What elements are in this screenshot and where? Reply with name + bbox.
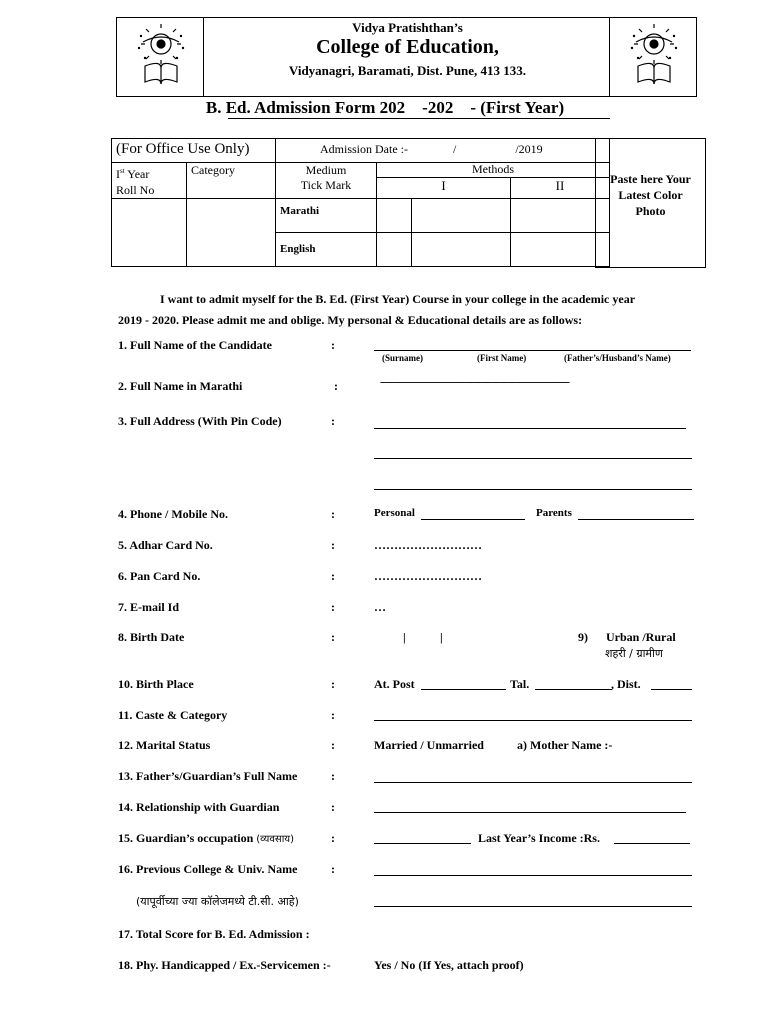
address-line-2[interactable] [374, 458, 692, 459]
father-name-line[interactable] [374, 782, 692, 783]
medium-marathi: Marathi [276, 199, 377, 233]
full-name-line[interactable] [374, 350, 691, 351]
intro-line-2: 2019 - 2020. Please admit me and oblige. My personal & Educational details are as follows: [118, 313, 583, 327]
field-5-colon: : [331, 538, 335, 552]
tal-line[interactable] [535, 689, 612, 690]
field-11-colon: : [331, 708, 335, 722]
adhar-dots[interactable]: ……………………… [374, 538, 482, 552]
marital-status-options[interactable]: Married / Unmarried [374, 738, 484, 752]
father-name-hint: (Father’s/Husband’s Name) [564, 353, 671, 363]
office-use-label: (For Office Use Only) [112, 139, 276, 163]
english-tick-box[interactable] [377, 233, 412, 267]
mother-name-label: a) Mother Name :- [517, 738, 613, 752]
field-12-label: 12. Marital Status [118, 738, 211, 752]
field-7-colon: : [331, 600, 335, 614]
admission-date-year: /2019 [515, 142, 543, 156]
dist-label: , Dist. [611, 677, 641, 691]
caste-line[interactable] [374, 720, 692, 721]
methods-header: Methods [377, 163, 610, 178]
address-line-3[interactable] [374, 489, 692, 490]
previous-college-marathi: (यापूर्वीच्या ज्या कॉलेजमध्ये टी.सी. आहे) [136, 895, 299, 908]
marathi-method-1[interactable] [412, 199, 511, 233]
field-17-label: 17. Total Score for B. Ed. Admission : [118, 927, 310, 941]
form-title: B. Ed. Admission Form 202 -202 - (First Year) [205, 98, 565, 117]
method-1-header: I [377, 178, 511, 199]
field-3-colon: : [331, 414, 335, 428]
year-label-rest: Year [124, 167, 150, 181]
field-4-label: 4. Phone / Mobile No. [118, 507, 228, 521]
first-name-hint: (First Name) [477, 353, 527, 363]
photo-line-1: Paste here Your [610, 172, 691, 186]
category-cell[interactable] [187, 163, 276, 199]
field-8-colon: : [331, 630, 335, 644]
email-dots[interactable]: … [374, 600, 386, 614]
year-roll-cell[interactable] [112, 163, 187, 199]
tal-label: Tal. [510, 677, 530, 691]
field-16-colon: : [331, 862, 335, 876]
field-10-colon: : [331, 677, 335, 691]
medium-label: Medium [305, 163, 347, 177]
previous-college-line-1[interactable] [374, 875, 692, 876]
admission-date-cell[interactable] [276, 139, 610, 163]
medium-cell [276, 163, 377, 199]
form-title-underline [228, 118, 610, 119]
field-1-colon: : [331, 338, 335, 352]
category-label: Category [191, 163, 235, 177]
occupation-marathi: (व्यवसाय) [256, 834, 294, 845]
at-post-label: At. Post [374, 677, 415, 691]
college-logo-right [628, 22, 680, 90]
field-1-label: 1. Full Name of the Candidate [118, 338, 272, 352]
income-label: Last Year’s Income :Rs. [478, 831, 600, 845]
birth-date-sep-2: | [440, 630, 443, 644]
birth-date-sep-1: | [403, 630, 406, 644]
field-4-colon: : [331, 507, 335, 521]
urban-rural-label[interactable]: Urban /Rural [606, 630, 676, 644]
parents-phone-line[interactable] [578, 519, 694, 520]
pan-dots[interactable]: ……………………… [374, 569, 482, 583]
personal-phone-label: Personal [374, 507, 415, 519]
field-11-label: 11. Caste & Category [118, 708, 228, 722]
field-3-label: 3. Full Address (With Pin Code) [118, 414, 282, 428]
marathi-tick-box[interactable] [377, 199, 412, 233]
medium-english: English [276, 233, 377, 267]
field-8-label: 8. Birth Date [118, 630, 185, 644]
field-10-label: 10. Birth Place [118, 677, 194, 691]
photo-box[interactable] [595, 138, 706, 268]
roll-no-value[interactable] [112, 199, 187, 267]
intro-paragraph [118, 289, 698, 331]
roll-no-label: Roll No [116, 183, 155, 197]
relationship-line[interactable] [374, 812, 686, 813]
field-2-label: 2. Full Name in Marathi [118, 379, 243, 393]
field-14-colon: : [331, 800, 335, 814]
photo-line-3: Photo [635, 204, 666, 218]
admission-date-slash: / [453, 142, 457, 156]
field-15-colon: : [331, 831, 335, 845]
office-use-table [111, 138, 610, 267]
college-address: Vidyanagri, Baramati, Dist. Pune, 413 133. [288, 63, 527, 78]
college-subtitle: Vidya Pratishthan’s [352, 20, 463, 35]
income-line[interactable] [614, 843, 690, 844]
handicapped-options[interactable]: Yes / No (If Yes, attach proof) [374, 958, 524, 972]
field-13-colon: : [331, 769, 335, 783]
english-method-1[interactable] [412, 233, 511, 267]
method-2-header: II [511, 178, 610, 199]
field-13-label: 13. Father’s/Guardian’s Full Name [118, 769, 298, 783]
field-16-label: 16. Previous College & Univ. Name [118, 862, 298, 876]
field-12-colon: : [331, 738, 335, 752]
field-6-label: 6. Pan Card No. [118, 569, 201, 583]
surname-hint: (Surname) [382, 353, 423, 363]
field-18-label: 18. Phy. Handicapped / Ex.-Servicemen :- [118, 958, 331, 972]
personal-phone-line[interactable] [421, 519, 525, 520]
college-title: College of Education, [316, 36, 499, 58]
dist-line[interactable] [651, 689, 692, 690]
occupation-line[interactable] [374, 843, 471, 844]
admission-date-label: Admission Date :- [320, 142, 408, 156]
field-14-label: 14. Relationship with Guardian [118, 800, 280, 814]
parents-phone-label: Parents [536, 507, 572, 519]
college-header [116, 17, 697, 97]
field-7-label: 7. E-mail Id [118, 600, 180, 614]
field-6-colon: : [331, 569, 335, 583]
intro-line-1: I want to admit myself for the B. Ed. (First Year) Course in your college in the academic year [160, 292, 636, 306]
address-line-1[interactable] [374, 428, 686, 429]
at-post-line[interactable] [421, 689, 506, 690]
field-15-label [118, 831, 294, 846]
category-value[interactable] [187, 199, 276, 267]
urban-rural-marathi: शहरी / ग्रामीण [605, 647, 663, 660]
field-5-label: 5. Adhar Card No. [118, 538, 213, 552]
photo-line-2: Latest Color [618, 188, 683, 202]
previous-college-line-2[interactable] [374, 906, 692, 907]
year-label-sup: st [120, 167, 125, 175]
field-2-colon: : [334, 379, 338, 393]
field-9-number: 9) [578, 630, 588, 644]
occupation-label: 15. Guardian’s occupation [118, 831, 254, 845]
tick-mark-label: Tick Mark [300, 178, 352, 192]
marathi-name-dashes[interactable]: ----------------------------------------------------------------------- [380, 376, 570, 388]
logo-cell-right [609, 18, 696, 96]
year-label-first: I [116, 167, 120, 181]
